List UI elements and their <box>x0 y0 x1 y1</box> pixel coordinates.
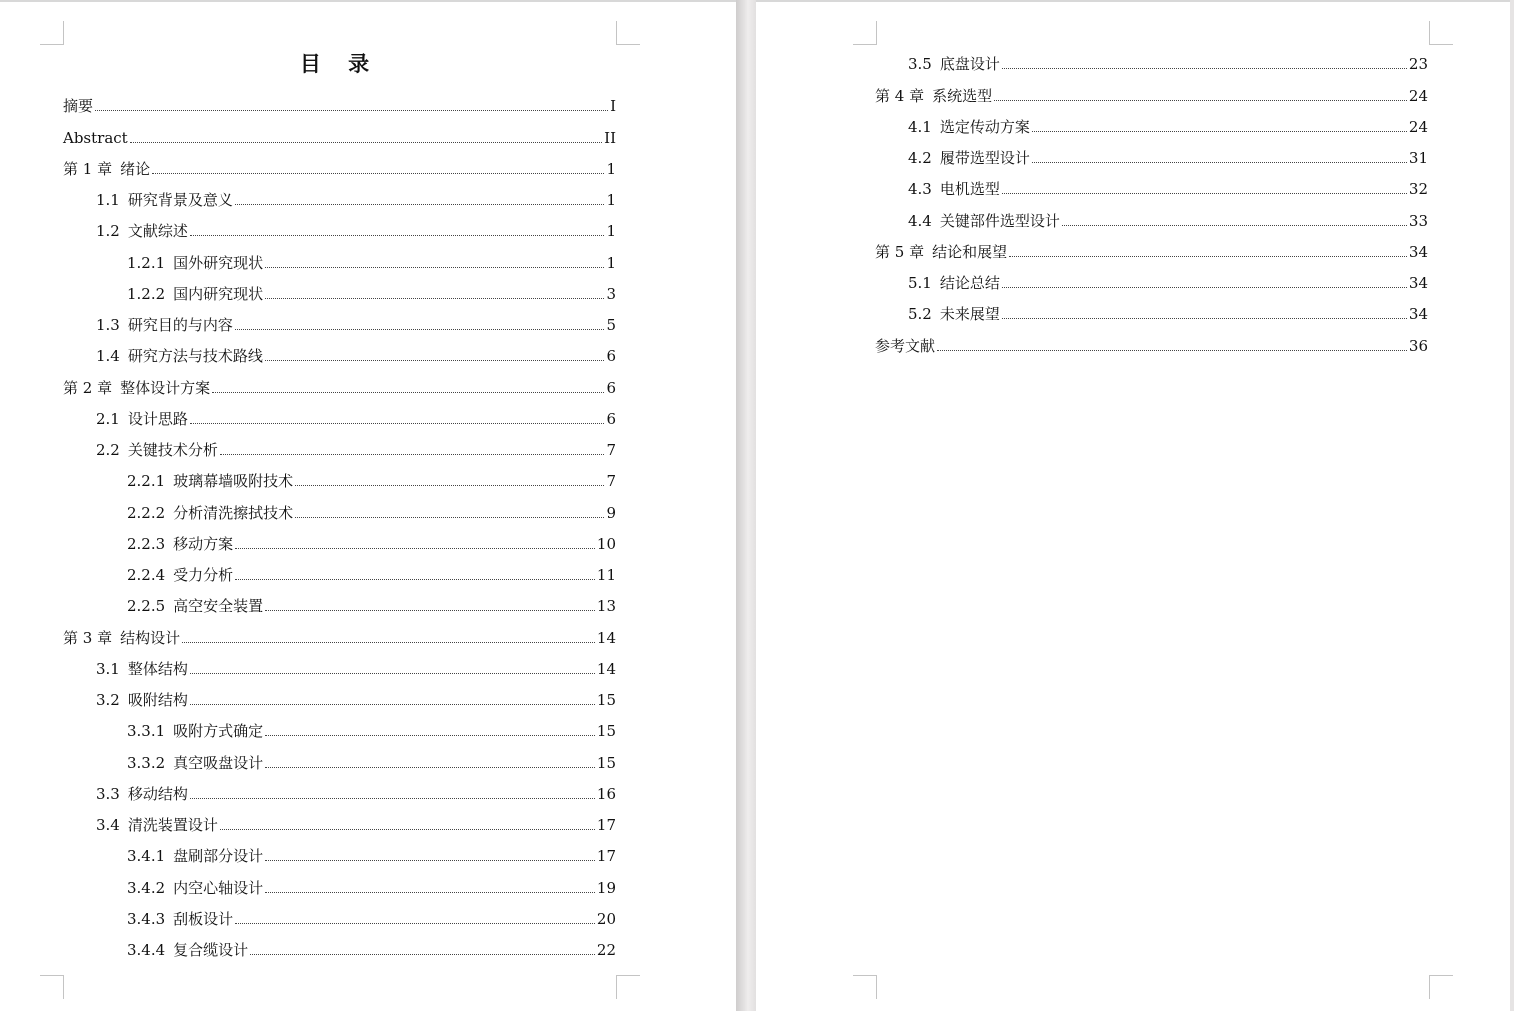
toc-entry-label <box>96 191 233 209</box>
toc-entry-label <box>127 254 263 272</box>
toc-list-right <box>875 42 1428 355</box>
toc-entry-title: 高空安全装置 <box>173 597 264 616</box>
toc-entry-label <box>127 504 293 522</box>
toc-entry-label <box>875 87 992 105</box>
toc-entry-number: 2.2.5 <box>127 597 166 616</box>
dot-leader <box>235 923 595 924</box>
toc-entry-title: 底盘设计 <box>939 55 1000 74</box>
dot-leader <box>295 517 604 518</box>
toc-entry-number: 1.2.1 <box>127 253 166 272</box>
toc-entry-title: 结构设计 <box>120 628 181 647</box>
toc-entry-page-number: 34 <box>1408 305 1428 324</box>
toc-entry-label <box>908 149 1030 167</box>
toc-entry-title: 整体结构 <box>127 659 188 678</box>
toc-entry-number: 3.4.4 <box>127 941 166 959</box>
toc-entry[interactable] <box>63 115 616 146</box>
toc-entry[interactable] <box>875 42 1428 73</box>
toc-entry-label <box>908 55 1000 73</box>
dot-leader <box>190 704 595 705</box>
toc-entry-label <box>908 118 1030 136</box>
dot-leader <box>190 423 605 424</box>
toc-entry[interactable] <box>63 709 616 740</box>
toc-entry-label <box>127 879 263 897</box>
toc-entry-page-number: 24 <box>1408 117 1428 136</box>
toc-entry-page-number: 16 <box>596 784 616 803</box>
toc-entry-number: 4.4 <box>908 211 932 230</box>
toc-entry[interactable] <box>63 803 616 834</box>
toc-entry-page-number: 1 <box>606 159 616 178</box>
toc-entry-number: 3.1 <box>96 659 120 678</box>
toc-entry[interactable] <box>63 303 616 334</box>
toc-entry-page-number: 14 <box>596 659 616 678</box>
toc-entry[interactable] <box>63 84 616 115</box>
dot-leader <box>220 829 595 830</box>
toc-entry[interactable] <box>63 178 616 209</box>
toc-entry-number: 3.4.1 <box>127 847 166 866</box>
toc-entry-label <box>127 941 248 959</box>
dot-leader <box>190 235 605 236</box>
toc-entry-title: 研究背景及意义 <box>127 191 233 209</box>
toc-entry-number: 4.2 <box>908 149 932 167</box>
dot-leader <box>1002 193 1407 194</box>
toc-entry-page-number: 13 <box>596 597 616 616</box>
dot-leader <box>1009 256 1407 257</box>
toc-entry-number: 3.3 <box>96 784 120 803</box>
toc-entry-label <box>96 785 188 803</box>
toc-entry-number: 2.2.3 <box>127 534 166 553</box>
toc-entry-page-number: 1 <box>606 222 616 241</box>
toc-entry-page-number: 24 <box>1408 86 1428 105</box>
dot-leader <box>250 954 595 955</box>
toc-entry-number: 第 3 章 <box>63 628 113 647</box>
toc-entry-label <box>127 535 233 553</box>
toc-entry-label <box>127 722 263 740</box>
toc-entry-page-number: 23 <box>1408 55 1428 74</box>
toc-entry-title: 系统选型 <box>932 86 993 105</box>
toc-entry-page-number: 3 <box>606 284 616 303</box>
toc-entry[interactable] <box>63 834 616 865</box>
toc-entry[interactable] <box>63 928 616 959</box>
toc-entry-title: 关键技术分析 <box>127 441 218 459</box>
toc-entry-title: 绪论 <box>120 159 151 178</box>
toc-entry-label <box>127 472 293 490</box>
toc-entry-number: 第 2 章 <box>63 378 113 397</box>
dot-leader <box>1062 225 1407 226</box>
dot-leader <box>212 392 604 393</box>
dot-leader <box>265 735 595 736</box>
toc-entry-label <box>127 910 233 928</box>
toc-entry-title: 设计思路 <box>127 409 188 428</box>
dot-leader <box>1002 318 1407 319</box>
toc-entry-page-number: 6 <box>606 347 616 366</box>
toc-entry[interactable] <box>63 553 616 584</box>
toc-title: 目 录 <box>299 51 380 76</box>
toc-entry-label <box>908 180 1000 198</box>
toc-entry[interactable] <box>63 397 616 428</box>
page-corner-mark <box>616 975 640 999</box>
toc-entry-title: 研究目的与内容 <box>127 316 233 334</box>
toc-entry-page-number: 15 <box>596 691 616 709</box>
dot-leader <box>1032 131 1407 132</box>
toc-entry-label <box>96 316 233 334</box>
toc-entry[interactable] <box>63 490 616 521</box>
toc-entry[interactable] <box>875 198 1428 229</box>
dot-leader <box>265 298 604 299</box>
toc-entry-number: 3.5 <box>908 55 932 74</box>
toc-entry-label <box>908 212 1060 230</box>
dot-leader <box>152 173 604 174</box>
toc-entry-title: 清洗装置设计 <box>127 816 218 834</box>
toc-entry-number: 2.2.4 <box>127 566 166 584</box>
toc-entry-label <box>127 754 263 772</box>
toc-list-left <box>63 84 616 959</box>
toc-entry-number: 2.2.1 <box>127 472 166 491</box>
toc-entry-label <box>875 243 1007 261</box>
toc-entry[interactable] <box>875 167 1428 198</box>
page-corner-mark <box>40 21 64 45</box>
toc-entry-title: 文献综述 <box>127 222 188 241</box>
toc-entry-number: 1.1 <box>96 191 120 209</box>
toc-entry-title: 结论和展望 <box>932 242 1008 261</box>
dot-leader <box>994 100 1407 101</box>
toc-entry[interactable] <box>63 459 616 490</box>
toc-entry-page-number: 14 <box>596 628 616 647</box>
toc-entry-number: 3.3.1 <box>127 722 166 741</box>
toc-entry-label <box>127 597 263 615</box>
toc-entry-title: 履带选型设计 <box>939 149 1030 167</box>
toc-entry-number: 4.3 <box>908 180 932 199</box>
toc-entry-number: 1.2.2 <box>127 284 166 303</box>
dot-leader <box>265 267 604 268</box>
toc-entry-page-number: 7 <box>606 441 616 459</box>
toc-entry-title: Abstract <box>63 128 128 147</box>
toc-entry-title: 玻璃幕墙吸附技术 <box>173 472 294 491</box>
toc-entry-label <box>96 222 188 240</box>
toc-entry-number: 3.3.2 <box>127 753 166 772</box>
toc-entry-title: 参考文献 <box>875 336 936 355</box>
toc-entry-page-number: 9 <box>606 503 616 522</box>
toc-entry-page-number: 34 <box>1408 274 1428 292</box>
toc-entry-label <box>127 566 233 584</box>
toc-entry-page-number: 19 <box>596 878 616 897</box>
toc-entry-title: 受力分析 <box>173 566 234 584</box>
page-corner-mark <box>853 21 877 45</box>
toc-entry-label <box>96 816 218 834</box>
toc-entry-number: 第 5 章 <box>875 242 925 261</box>
toc-entry-title: 吸附方式确定 <box>173 722 264 741</box>
toc-entry-number: 5.1 <box>908 274 932 292</box>
toc-entry-page-number: 10 <box>596 534 616 553</box>
toc-entry-number: 3.4.2 <box>127 878 166 897</box>
toc-entry-title: 结论总结 <box>939 274 1000 292</box>
toc-entry-title: 国外研究现状 <box>173 253 264 272</box>
dot-leader <box>265 767 595 768</box>
toc-entry-label <box>96 660 188 678</box>
toc-entry-label <box>63 97 93 115</box>
dot-leader <box>265 860 595 861</box>
dot-leader <box>235 329 605 330</box>
toc-entry-number: 2.2.2 <box>127 503 166 522</box>
toc-entry-number: 1.2 <box>96 222 120 241</box>
toc-entry[interactable] <box>63 647 616 678</box>
toc-entry[interactable] <box>875 323 1428 354</box>
toc-entry-page-number: I <box>610 97 616 116</box>
toc-entry-title: 选定传动方案 <box>939 117 1030 136</box>
toc-entry-number: 3.4 <box>96 816 120 834</box>
toc-entry-page-number: 15 <box>596 722 616 741</box>
toc-entry-title: 复合缆设计 <box>173 941 249 959</box>
page-gutter <box>736 0 756 1011</box>
toc-entry[interactable] <box>875 230 1428 261</box>
toc-entry-number: 3.4.3 <box>127 909 166 928</box>
page-corner-mark <box>1429 21 1453 45</box>
toc-entry[interactable] <box>63 147 616 178</box>
dot-leader <box>1002 287 1407 288</box>
toc-entry-page-number: 17 <box>596 816 616 834</box>
toc-entry-page-number: 6 <box>606 378 616 397</box>
page-corner-mark <box>853 975 877 999</box>
toc-entry-title: 未来展望 <box>939 305 1000 324</box>
dot-leader <box>220 454 605 455</box>
toc-entry-label <box>875 337 935 355</box>
toc-entry-title: 关键部件选型设计 <box>939 211 1060 230</box>
toc-entry-label <box>96 441 218 459</box>
toc-entry[interactable] <box>63 522 616 553</box>
toc-entry-title: 研究方法与技术路线 <box>127 347 263 366</box>
toc-entry[interactable] <box>875 261 1428 292</box>
page-corner-mark <box>40 975 64 999</box>
toc-entry-title: 移动方案 <box>173 534 234 553</box>
toc-entry-number: 5.2 <box>908 305 932 324</box>
toc-entry-label <box>96 691 188 709</box>
toc-entry-label <box>908 305 1000 323</box>
toc-entry-number: 4.1 <box>908 117 932 136</box>
toc-entry-title: 国内研究现状 <box>173 284 264 303</box>
toc-entry-title: 盘刷部分设计 <box>173 847 264 866</box>
toc-entry-label <box>96 410 188 428</box>
toc-entry[interactable] <box>63 615 616 646</box>
toc-entry-label <box>63 129 128 147</box>
toc-entry-label <box>63 379 210 397</box>
toc-entry[interactable] <box>875 105 1428 136</box>
toc-entry-page-number: 6 <box>606 409 616 428</box>
toc-entry-label <box>127 847 263 865</box>
toc-entry-label <box>63 629 180 647</box>
toc-entry[interactable] <box>63 584 616 615</box>
toc-entry-title: 整体设计方案 <box>120 378 211 397</box>
dot-leader <box>235 548 595 549</box>
toc-entry-title: 摘要 <box>63 97 94 116</box>
toc-entry-number: 2.2 <box>96 441 120 459</box>
toc-entry-number: 1.4 <box>96 347 120 366</box>
toc-entry-page-number: 1 <box>606 253 616 272</box>
dot-leader <box>130 142 602 143</box>
dot-leader <box>1032 162 1407 163</box>
toc-entry-page-number: 31 <box>1408 149 1428 167</box>
toc-entry-page-number: 15 <box>596 753 616 772</box>
page-corner-mark <box>616 21 640 45</box>
toc-entry-label <box>63 160 150 178</box>
toc-entry-title: 移动结构 <box>127 784 188 803</box>
toc-entry-page-number: 34 <box>1408 242 1428 261</box>
toc-entry[interactable] <box>63 240 616 271</box>
dot-leader <box>190 673 595 674</box>
toc-entry-page-number: 1 <box>606 191 616 209</box>
toc-entry-page-number: 5 <box>606 316 616 334</box>
dot-leader <box>182 642 595 643</box>
toc-entry-page-number: 17 <box>596 847 616 866</box>
dot-leader <box>265 892 595 893</box>
dot-leader <box>235 579 595 580</box>
dot-leader <box>95 110 608 111</box>
toc-entry[interactable] <box>63 209 616 240</box>
toc-entry[interactable] <box>63 678 616 709</box>
toc-entry-number: 第 1 章 <box>63 159 113 178</box>
dot-leader <box>295 485 604 486</box>
toc-entry-label <box>127 285 263 303</box>
toc-entry-title: 真空吸盘设计 <box>173 753 264 772</box>
toc-entry-number: 3.2 <box>96 691 120 709</box>
toc-entry[interactable] <box>875 136 1428 167</box>
toc-entry-page-number: 11 <box>596 566 616 584</box>
toc-entry-page-number: 36 <box>1408 336 1428 355</box>
toc-entry[interactable] <box>63 365 616 396</box>
dot-leader <box>937 350 1407 351</box>
dot-leader <box>265 610 595 611</box>
dot-leader <box>190 798 595 799</box>
toc-entry[interactable] <box>63 897 616 928</box>
toc-entry-page-number: 7 <box>606 472 616 491</box>
toc-entry-title: 刮板设计 <box>173 909 234 928</box>
toc-entry-page-number: 22 <box>596 941 616 959</box>
toc-entry-title: 分析清洗擦拭技术 <box>173 503 294 522</box>
toc-entry-title: 电机选型 <box>939 180 1000 199</box>
toc-entry[interactable] <box>63 865 616 896</box>
toc-entry-title: 吸附结构 <box>127 691 188 709</box>
toc-entry-label <box>908 274 1000 292</box>
toc-entry-label <box>96 347 263 365</box>
toc-entry[interactable] <box>63 772 616 803</box>
dot-leader <box>235 204 605 205</box>
toc-entry-page-number: 33 <box>1408 211 1428 230</box>
toc-entry[interactable] <box>63 740 616 771</box>
toc-entry[interactable] <box>875 292 1428 323</box>
toc-entry-page-number: 20 <box>596 909 616 928</box>
toc-entry-number: 第 4 章 <box>875 86 925 105</box>
dot-leader <box>1002 68 1407 69</box>
toc-entry-page-number: II <box>604 128 616 147</box>
toc-entry[interactable] <box>63 428 616 459</box>
toc-entry-page-number: 32 <box>1408 180 1428 199</box>
toc-entry[interactable] <box>875 73 1428 104</box>
dot-leader <box>265 360 605 361</box>
toc-entry[interactable] <box>63 272 616 303</box>
toc-entry[interactable] <box>63 334 616 365</box>
toc-entry-number: 1.3 <box>96 316 120 334</box>
toc-entry-title: 内空心轴设计 <box>173 878 264 897</box>
page-corner-mark <box>1429 975 1453 999</box>
toc-entry-number: 2.1 <box>96 409 120 428</box>
